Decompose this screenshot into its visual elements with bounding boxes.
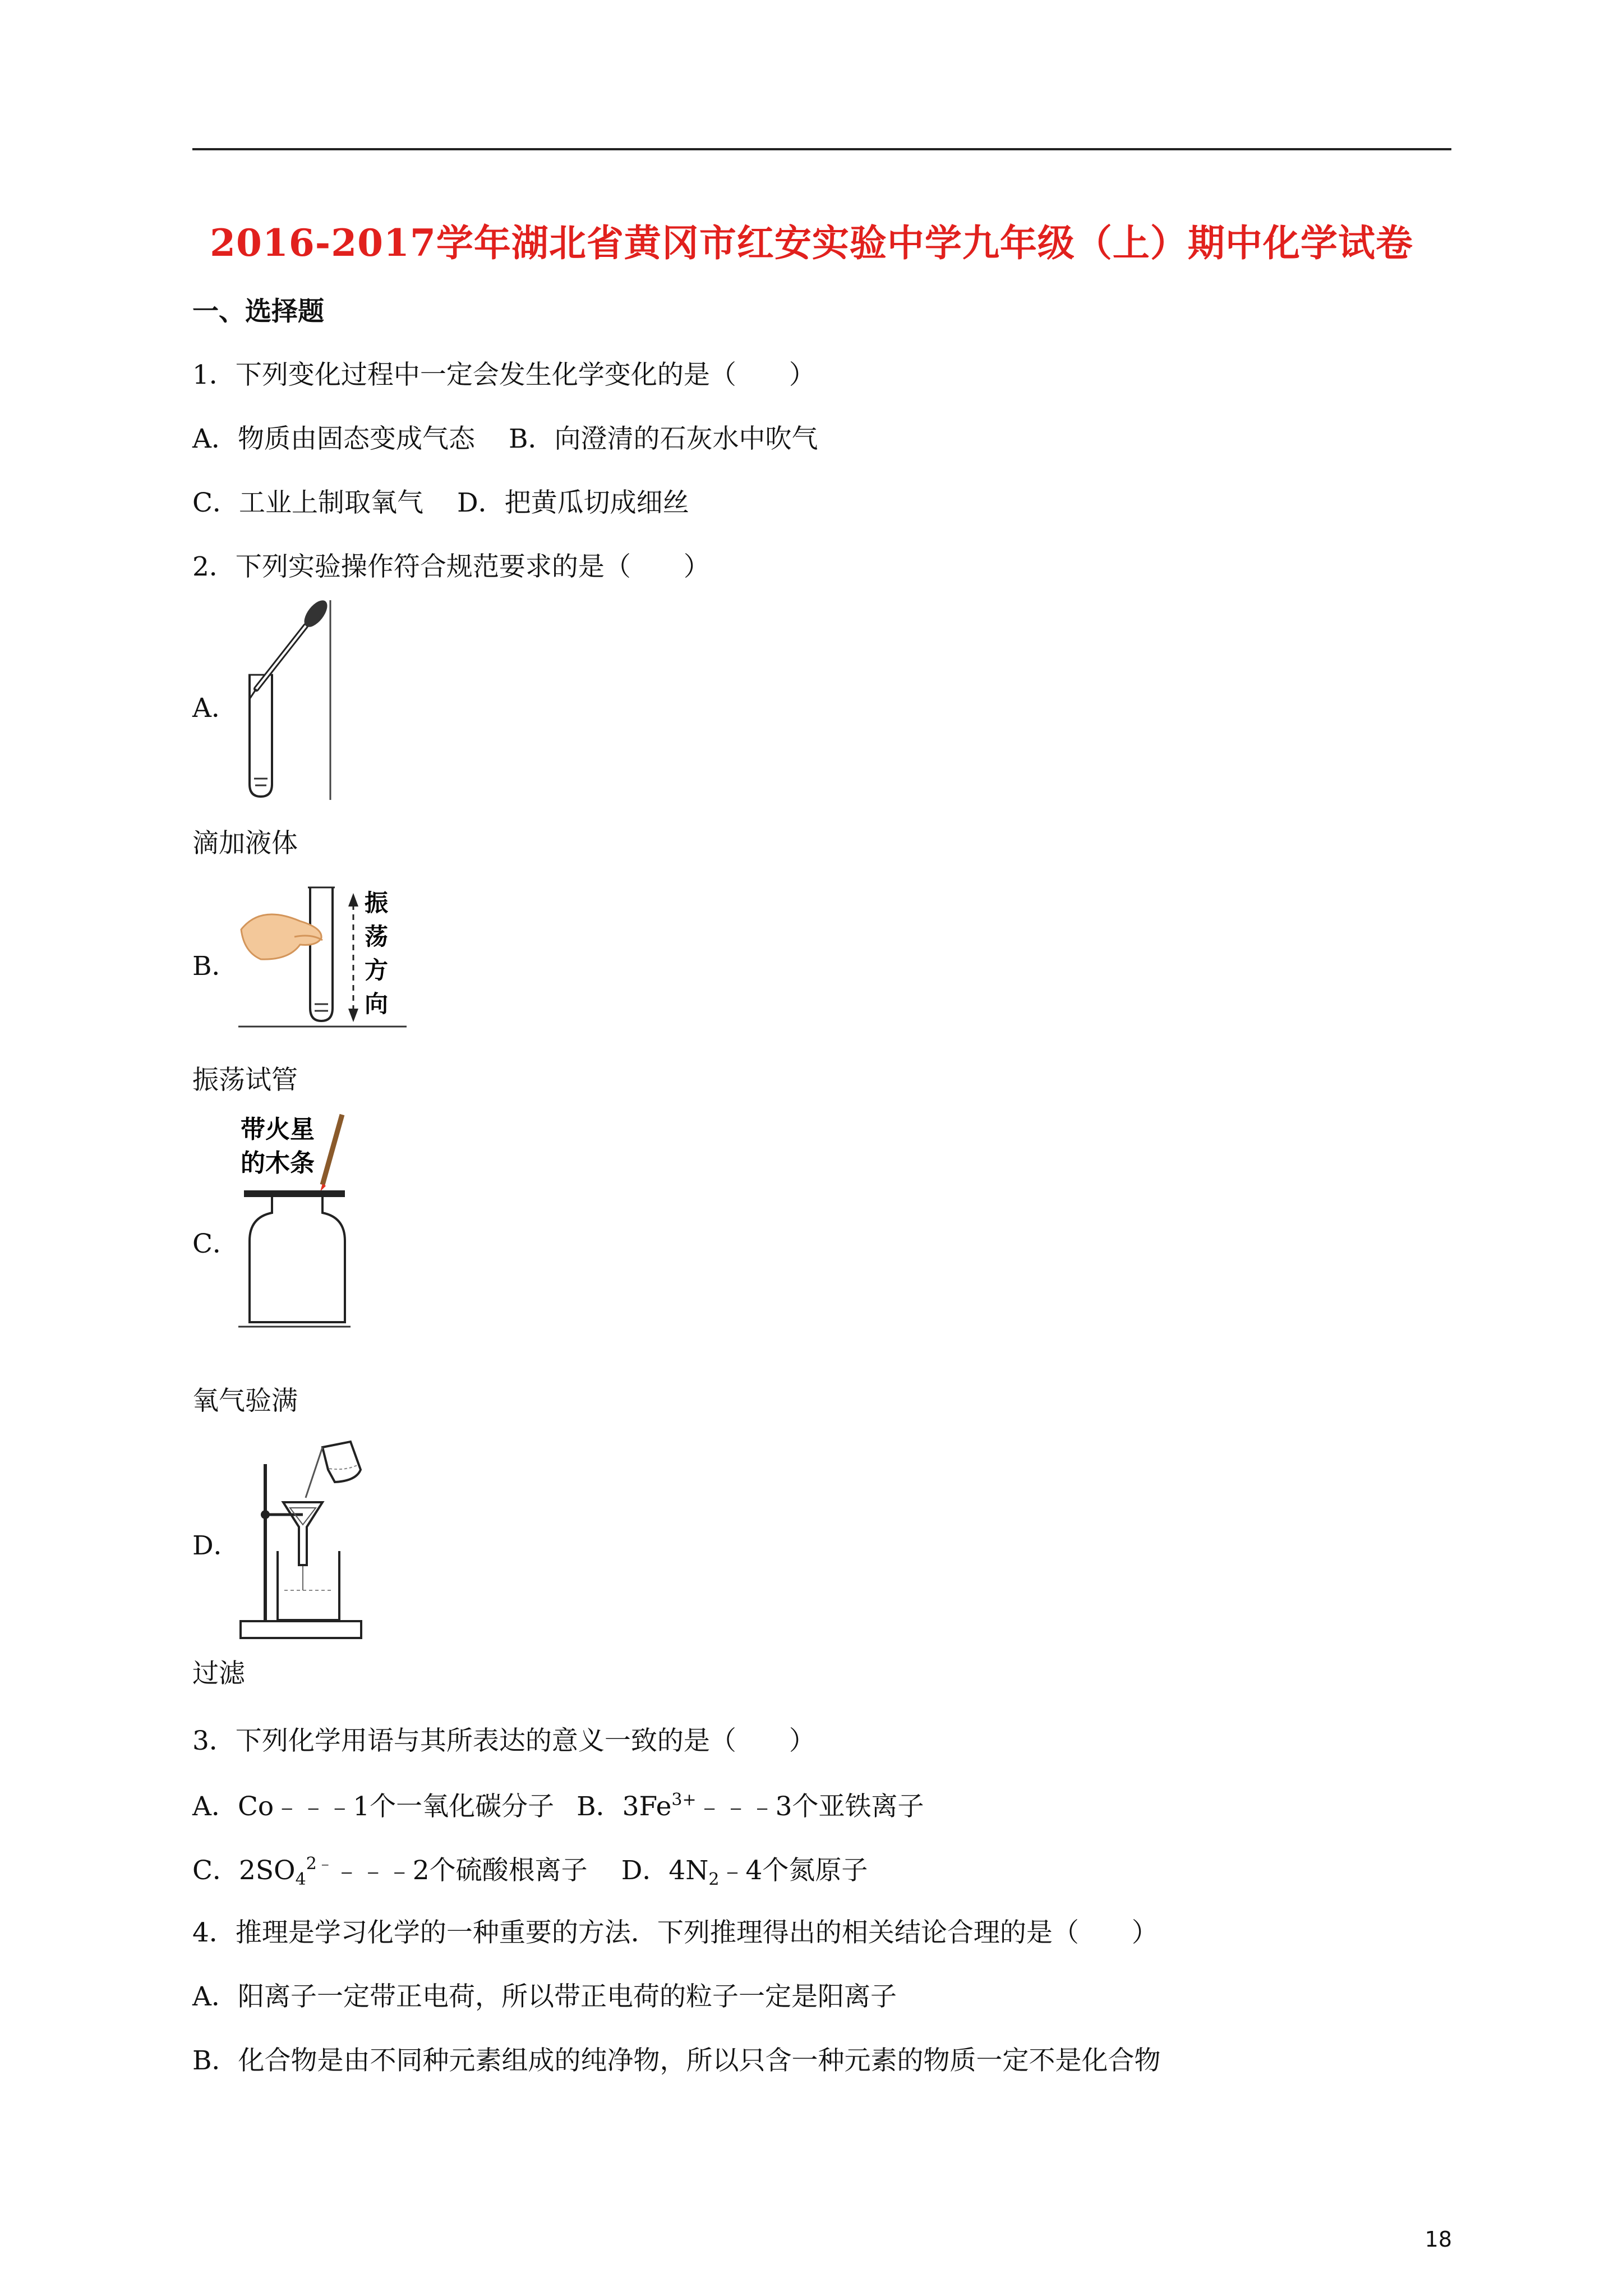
q3-option-b: B．$3Fe^{3+}﹣﹣﹣3$个亚铁离子 (577, 1790, 924, 1822)
exam-title: 2016-2017学年湖北省黄冈市红安实验中学九年级（上）期中化学试卷 (210, 221, 1413, 265)
shake-label-1: 振 (365, 889, 389, 917)
q4-option-b: B．化合物是由不同种元素组成的纯净物，所以只含一种元素的物质一定不是化合物 (192, 2045, 1161, 2076)
q2-option-b-caption: 振荡试管 (192, 1065, 298, 1096)
splint-label-2: 的木条 (241, 1149, 315, 1177)
q1-option-a: A．物质由固态变成气态 (192, 424, 475, 454)
shaking-test-tube-figure (238, 882, 409, 1028)
q4-stem: 4．推理是学习化学的一种重要的方法．下列推理得出的相关结论合理的是（ ） (192, 1917, 1158, 1948)
oxygen-bottle-figure (238, 1112, 351, 1328)
q1-options-cd (192, 489, 689, 518)
q3-options-ab (192, 1791, 924, 1821)
dropper-test-tube-figure (238, 599, 334, 801)
splint-label-1: 带火星 (241, 1115, 315, 1144)
q1-options-ab (192, 425, 818, 454)
q2-option-b-letter: B． (192, 951, 238, 982)
q1-option-b: B．向澄清的石灰水中吹气 (508, 424, 818, 454)
filtration-figure (238, 1436, 365, 1641)
shake-label-3: 方 (365, 956, 389, 984)
q3-options-cd (192, 1855, 868, 1889)
page-number: 18 (1424, 2227, 1452, 2252)
q4-option-a: A．阳离子一定带正电荷，所以带正电荷的粒子一定是阳离子 (192, 1981, 897, 2012)
q3-stem: 3．下列化学用语与其所表达的意义一致的是（ ） (192, 1726, 815, 1756)
shake-label-4: 向 (365, 990, 389, 1018)
q2-option-a-letter: A． (192, 693, 238, 724)
q1-option-c: C．工业上制取氧气 (192, 487, 423, 518)
q3-option-d: D．$4N_2﹣4$个氮原子 (621, 1855, 868, 1889)
q1-stem: 1．下列变化过程中一定会发生化学变化的是（ ） (192, 360, 815, 390)
header-rule (192, 148, 1451, 150)
q3-option-a: A．Co﹣﹣﹣1个一氧化碳分子 (192, 1791, 555, 1822)
q2-stem: 2．下列实验操作符合规范要求的是（ ） (192, 551, 710, 582)
q2-option-c-letter: C． (192, 1228, 239, 1259)
q2-option-a-caption: 滴加液体 (192, 828, 298, 859)
q2-option-d-caption: 过滤 (192, 1658, 245, 1689)
shake-label-2: 荡 (365, 923, 389, 950)
q2-option-d-letter: D． (192, 1530, 240, 1561)
section-heading: 一、选择题 (192, 296, 324, 327)
q2-option-c-caption: 氧气验满 (192, 1386, 298, 1416)
q3-option-c: C．$2SO_4^{2﹣}﹣﹣﹣2$个硫酸根离子 (192, 1854, 588, 1889)
q1-option-d: D．把黄瓜切成细丝 (457, 487, 689, 518)
